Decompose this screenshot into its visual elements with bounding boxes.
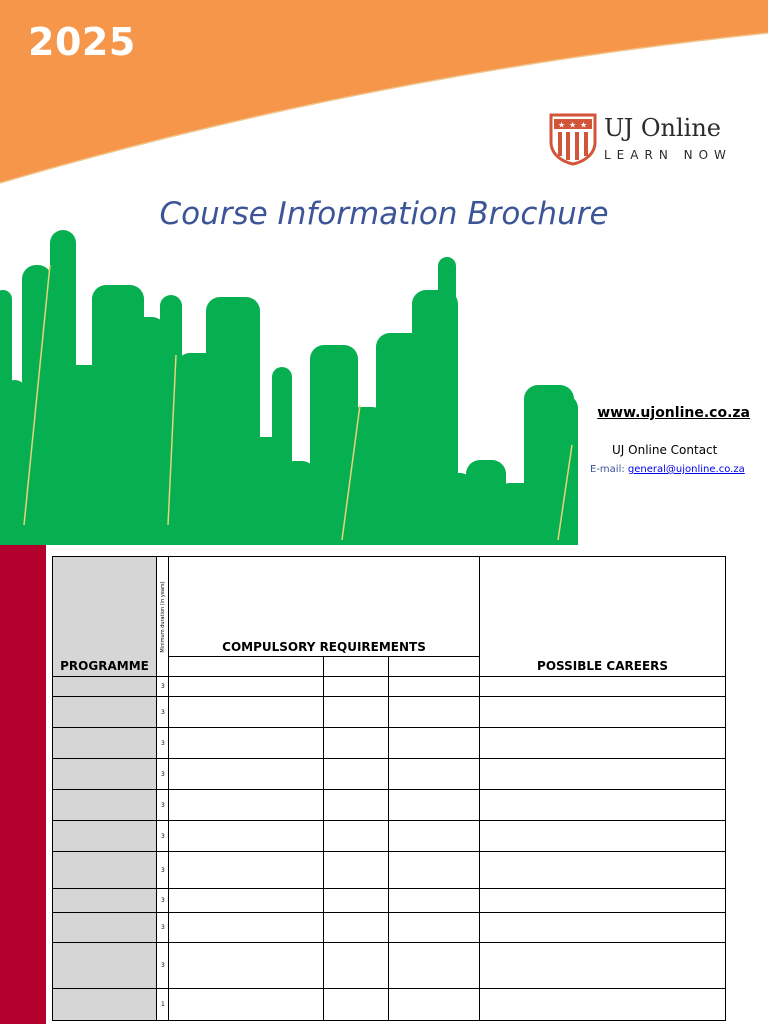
duration-cell: 3 (157, 943, 169, 989)
svg-text:★: ★ (569, 120, 577, 130)
duration-cell: 3 (157, 759, 169, 790)
requirement-cell-3 (389, 759, 480, 790)
requirement-cell-1 (169, 677, 324, 697)
table-row (53, 989, 726, 1021)
careers-cell (480, 913, 726, 943)
programme-cell (53, 989, 157, 1021)
brand-tagline: LEARN NOW (604, 148, 732, 162)
programme-cell (53, 821, 157, 852)
requirement-cell-2 (324, 697, 389, 728)
requirement-cell-1 (169, 759, 324, 790)
green-bar (552, 395, 578, 545)
requirement-cell-1 (169, 790, 324, 821)
programme-cell (53, 728, 157, 759)
email-line (590, 464, 745, 475)
duration-cell: 3 (157, 852, 169, 889)
requirement-cell-1 (169, 697, 324, 728)
requirements-table (52, 556, 726, 1021)
green-bars-graphic (0, 225, 580, 545)
duration-cell: 3 (157, 677, 169, 697)
duration-cell: 3 (157, 790, 169, 821)
requirement-cell-3 (389, 821, 480, 852)
email-prefix: E-mail: (590, 464, 625, 475)
requirement-cell-1 (169, 728, 324, 759)
crest-icon (548, 112, 598, 166)
table-row (53, 913, 726, 943)
programme-cell (53, 889, 157, 913)
table-row (53, 728, 726, 759)
requirement-cell-1 (169, 913, 324, 943)
careers-cell (480, 790, 726, 821)
requirement-cell-3 (389, 697, 480, 728)
table-row (53, 677, 726, 697)
requirement-cell-2 (324, 913, 389, 943)
duration-header-text: Minimum duration (in years) (159, 580, 166, 653)
compulsory-requirements-header: COMPULSORY REQUIREMENTS (169, 557, 480, 657)
programme-cell (53, 790, 157, 821)
table-row (53, 697, 726, 728)
requirement-cell-3 (389, 889, 480, 913)
table-row (53, 889, 726, 913)
careers-cell (480, 821, 726, 852)
brand-name: UJ Online (604, 114, 721, 142)
requirement-cell-3 (389, 913, 480, 943)
contact-label: UJ Online Contact (612, 443, 718, 457)
website-link[interactable]: www.ujonline.co.za (597, 405, 750, 421)
programme-cell (53, 759, 157, 790)
requirement-cell-3 (389, 790, 480, 821)
email-link[interactable]: general@ujonline.co.za (627, 464, 745, 475)
requirement-subheader-2 (324, 657, 389, 677)
uj-online-logo (548, 112, 748, 168)
duration-cell: 3 (157, 821, 169, 852)
requirement-cell-2 (324, 889, 389, 913)
requirement-cell-3 (389, 677, 480, 697)
duration-cell: 3 (157, 697, 169, 728)
table-row (53, 821, 726, 852)
requirement-cell-3 (389, 728, 480, 759)
table-row (53, 943, 726, 989)
requirement-cell-2 (324, 943, 389, 989)
requirement-cell-3 (389, 989, 480, 1021)
requirement-cell-2 (324, 989, 389, 1021)
duration-cell: 3 (157, 728, 169, 759)
year-label: 2025 (28, 20, 136, 64)
requirement-cell-1 (169, 989, 324, 1021)
page-title: Course Information Brochure (159, 196, 609, 232)
requirement-cell-1 (169, 889, 324, 913)
careers-cell (480, 677, 726, 697)
green-bar (124, 317, 166, 545)
careers-cell (480, 989, 726, 1021)
svg-text:★: ★ (558, 120, 566, 130)
programme-header: PROGRAMME (53, 557, 157, 677)
requirement-cell-1 (169, 943, 324, 989)
programme-cell (53, 677, 157, 697)
requirement-cell-3 (389, 852, 480, 889)
careers-cell (480, 889, 726, 913)
requirement-cell-2 (324, 790, 389, 821)
requirement-cell-2 (324, 759, 389, 790)
side-accent-bar (0, 545, 46, 1024)
possible-careers-header: POSSIBLE CAREERS (480, 557, 726, 677)
requirement-cell-3 (389, 943, 480, 989)
careers-cell (480, 943, 726, 989)
careers-cell (480, 728, 726, 759)
duration-cell: 3 (157, 889, 169, 913)
requirement-cell-2 (324, 852, 389, 889)
duration-cell: 1 (157, 989, 169, 1021)
duration-header (157, 557, 169, 677)
programme-cell (53, 913, 157, 943)
careers-cell (480, 697, 726, 728)
careers-cell (480, 759, 726, 790)
svg-text:★: ★ (580, 120, 588, 130)
requirement-subheader-1 (169, 657, 324, 677)
careers-cell (480, 852, 726, 889)
programme-cell (53, 852, 157, 889)
requirement-subheader-3 (389, 657, 480, 677)
requirement-cell-2 (324, 821, 389, 852)
programme-cell (53, 697, 157, 728)
table-row (53, 852, 726, 889)
table-row (53, 759, 726, 790)
table-row (53, 790, 726, 821)
requirement-cell-1 (169, 821, 324, 852)
requirement-cell-2 (324, 677, 389, 697)
requirement-cell-1 (169, 852, 324, 889)
duration-cell: 3 (157, 913, 169, 943)
programme-cell (53, 943, 157, 989)
requirement-cell-2 (324, 728, 389, 759)
